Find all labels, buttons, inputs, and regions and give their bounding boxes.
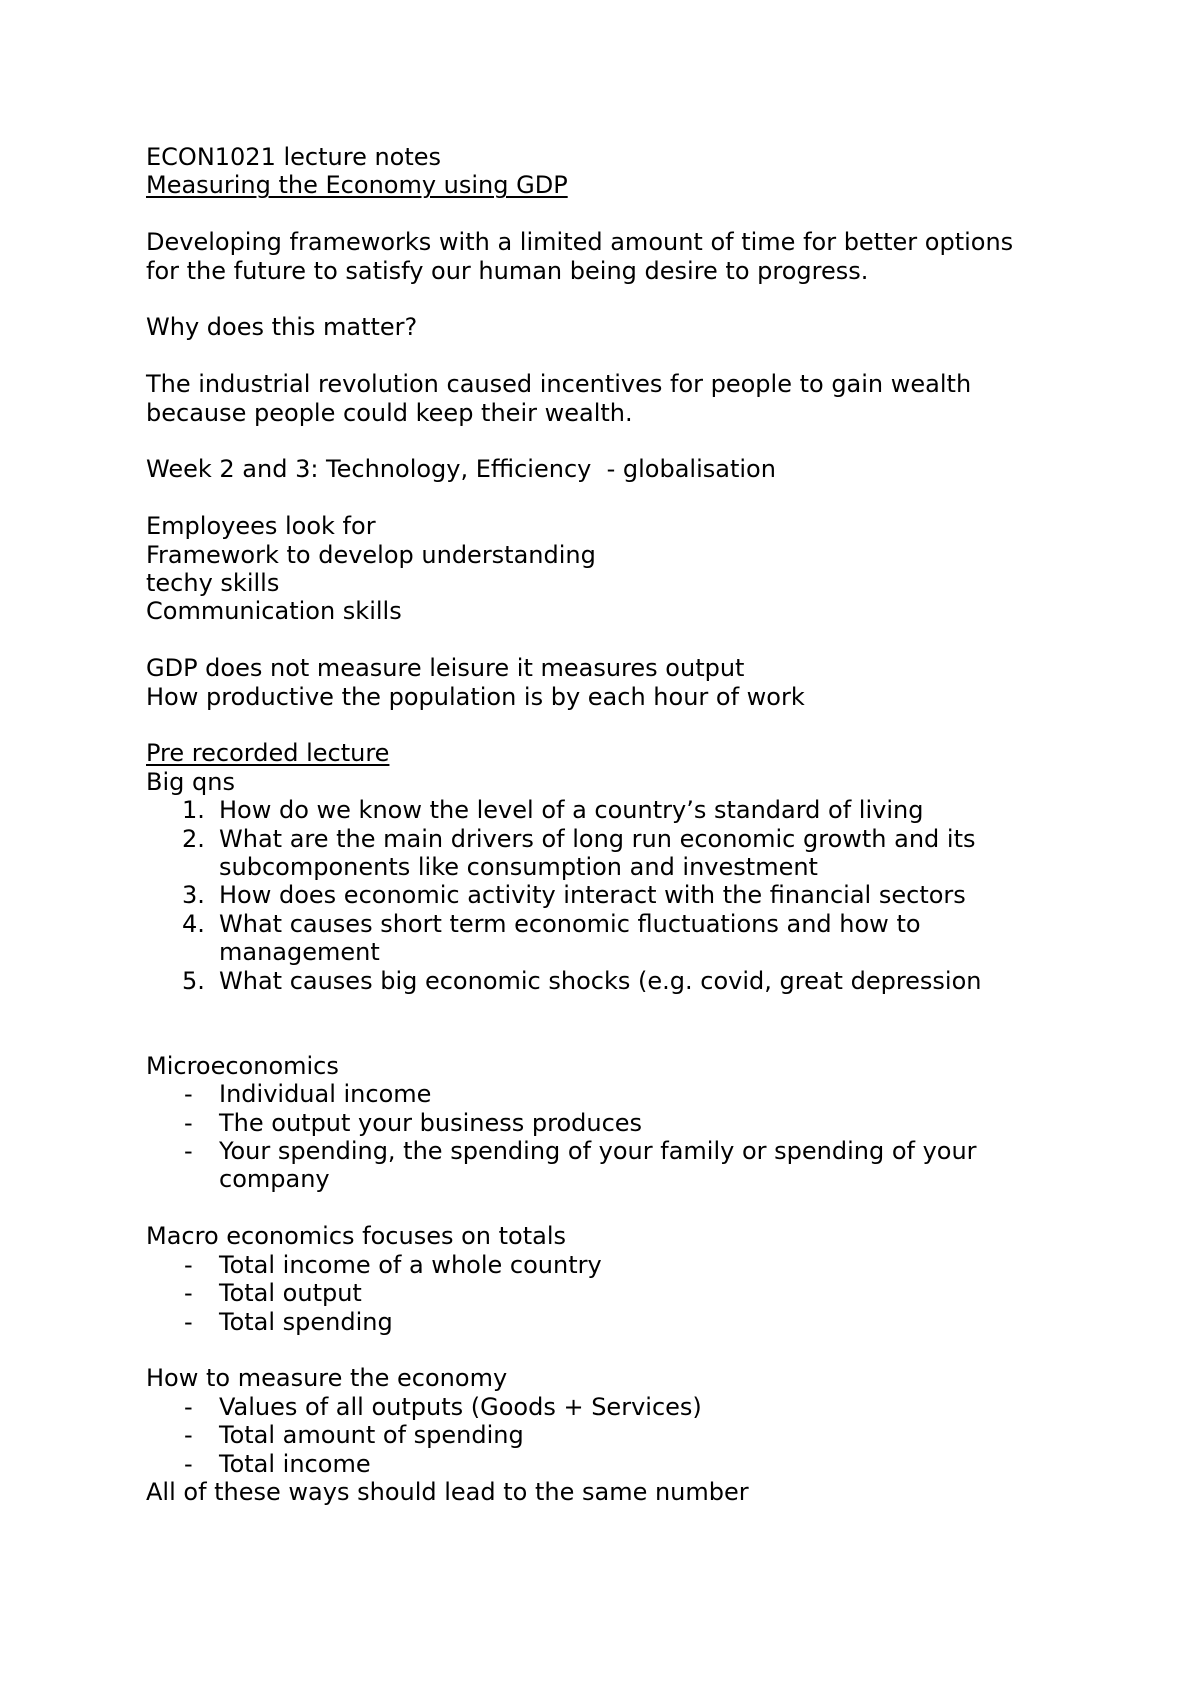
course-title: ECON1021 lecture notes	[146, 143, 442, 171]
list-item-text: Total output	[219, 1279, 362, 1308]
dash-bullet: -	[184, 1421, 193, 1450]
gdp-line: How productive the population is by each hour of work	[146, 682, 805, 711]
intro-line: Developing frameworks with a limited amount of time for better options	[146, 228, 1014, 257]
list-number: 5.	[182, 966, 205, 995]
list-number: 2.	[182, 824, 205, 853]
dash-bullet: -	[184, 1108, 193, 1137]
micro-list	[146, 1080, 1086, 1194]
macro-heading: Macro economics focuses on totals	[146, 1222, 567, 1251]
list-number: 4.	[182, 909, 205, 938]
list-item-text: What causes big economic shocks (e.g. covid, great depression	[219, 966, 982, 995]
spacer	[146, 1336, 1086, 1364]
measure-heading: How to measure the economy	[146, 1364, 508, 1393]
list-item-text: How does economic activity interact with the financial sectors	[219, 881, 966, 910]
spacer	[146, 711, 1086, 739]
intro-line: for the future to satisfy our human being desire to progress.	[146, 256, 869, 285]
list-item	[146, 1393, 1086, 1421]
dash-bullet: -	[184, 1080, 193, 1109]
list-item-text: The output your business produces	[219, 1108, 643, 1137]
list-item	[146, 1137, 1086, 1194]
dash-bullet: -	[184, 1307, 193, 1336]
list-item-text: Individual income	[219, 1080, 432, 1109]
measure-list	[146, 1393, 1086, 1478]
macro-list	[146, 1251, 1086, 1336]
employees-line: Communication skills	[146, 597, 402, 626]
big-qns-label: Big qns	[146, 767, 235, 796]
employees-line: Employees look for	[146, 512, 376, 541]
prerecorded-heading: Pre recorded lecture	[146, 739, 390, 768]
list-item-text: How do we know the level of a country’s standard of living	[219, 796, 924, 825]
list-item	[146, 1450, 1086, 1478]
topic-heading: Measuring the Economy using GDP	[146, 171, 568, 200]
list-item-text: Total amount of spending	[219, 1421, 524, 1450]
list-item-text: Total spending	[219, 1307, 393, 1336]
list-item-text: Your spending, the spending of your family or spending of your company	[219, 1137, 977, 1194]
week-line: Week 2 and 3: Technology, Efficiency - globalisation	[146, 455, 776, 484]
list-item-text: What are the main drivers of long run economic growth and its subcomponents like consumption and investment	[219, 824, 976, 882]
list-item	[146, 1279, 1086, 1307]
list-item	[146, 881, 1086, 909]
why-matter-line: Why does this matter?	[146, 313, 418, 342]
list-item-text: Total income	[219, 1449, 371, 1478]
list-item-text: What causes short term economic fluctuations and how to management	[219, 909, 921, 967]
list-item	[146, 1251, 1086, 1279]
list-item	[146, 1308, 1086, 1336]
spacer	[146, 427, 1086, 455]
spacer	[146, 626, 1086, 654]
dash-bullet: -	[184, 1392, 193, 1421]
list-item	[146, 796, 1086, 824]
conclusion-line: All of these ways should lead to the same number	[146, 1477, 749, 1506]
list-item	[146, 910, 1086, 967]
spacer	[146, 484, 1086, 512]
spacer	[146, 1194, 1086, 1222]
list-item	[146, 1080, 1086, 1108]
spacer	[146, 995, 1086, 1023]
list-item	[146, 1421, 1086, 1449]
list-item	[146, 1109, 1086, 1137]
employees-line: Framework to develop understanding	[146, 540, 596, 569]
list-number: 3.	[182, 881, 205, 910]
spacer	[146, 1023, 1086, 1051]
gdp-line: GDP does not measure leisure it measures output	[146, 654, 745, 683]
industrial-line: The industrial revolution caused incentives for people to gain wealth	[146, 370, 972, 399]
dash-bullet: -	[184, 1449, 193, 1478]
spacer	[146, 200, 1086, 228]
spacer	[146, 342, 1086, 370]
dash-bullet: -	[184, 1137, 193, 1166]
list-item	[146, 825, 1086, 882]
employees-line: techy skills	[146, 569, 280, 598]
big-questions-list	[146, 796, 1086, 995]
spacer	[146, 285, 1086, 313]
dash-bullet: -	[184, 1279, 193, 1308]
dash-bullet: -	[184, 1250, 193, 1279]
list-item	[146, 967, 1086, 995]
list-item-text: Total income of a whole country	[219, 1250, 602, 1279]
industrial-line: because people could keep their wealth.	[146, 398, 633, 427]
document-page	[146, 143, 1086, 1506]
micro-heading: Microeconomics	[146, 1051, 339, 1080]
list-number: 1.	[182, 796, 205, 825]
list-item-text: Values of all outputs (Goods + Services)	[219, 1392, 702, 1421]
